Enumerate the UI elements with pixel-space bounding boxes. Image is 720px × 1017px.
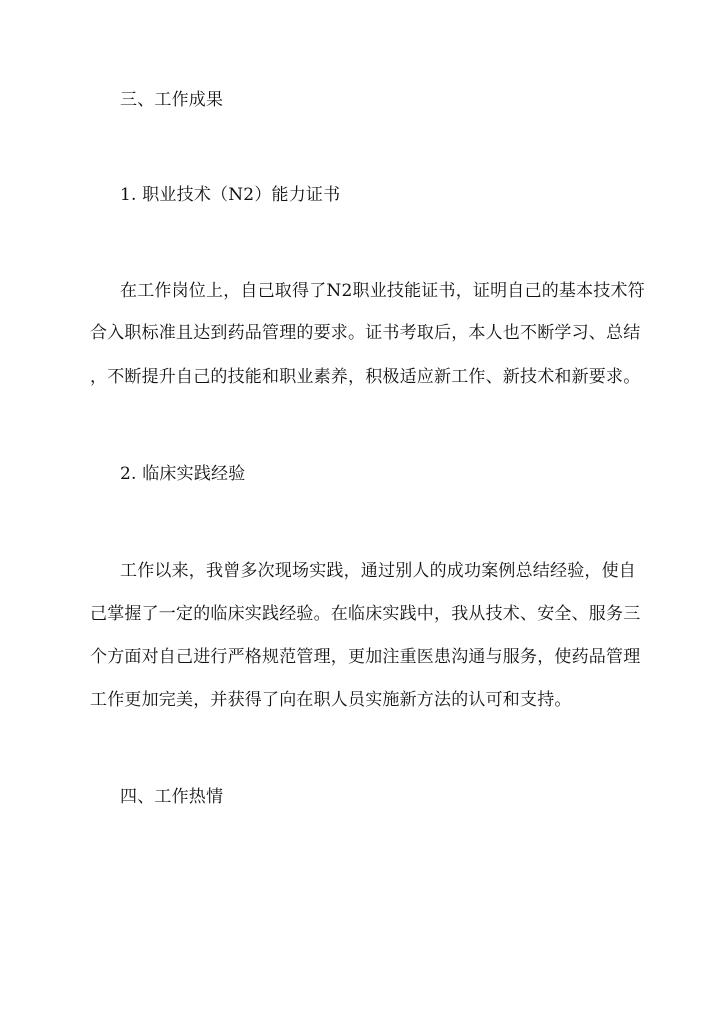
item-two-paragraph-line: 己掌握了一定的临床实践经验。在临床实践中，我从技术、安全、服务三 [90,604,641,624]
item-two-paragraph-line: 工作更加完美，并获得了向在职人员实施新方法的认可和支持。 [90,690,572,710]
item-one-paragraph-line: 合入职标准且达到药品管理的要求。证书考取后，本人也不断学习、总结 [90,323,641,343]
item-two-paragraph-line: 个方面对自己进行严格规范管理，更加注重医患沟通与服务，使药品管理 [90,647,641,667]
item-one-paragraph-line: ，不断提升自己的技能和职业素养，积极适应新工作、新技术和新要求。 [90,367,641,387]
section-four-heading: 四、工作热情 [120,787,224,807]
item-one-paragraph-line: 在工作岗位上，自己取得了N2职业技能证书，证明自己的基本技术符 [120,281,645,301]
item-one-heading: 1. 职业技术（N2）能力证书 [120,185,341,205]
item-two-paragraph-line: 工作以来，我曾多次现场实践，通过别人的成功案例总结经验，使自 [120,561,636,581]
section-three-heading: 三、工作成果 [120,90,224,110]
item-two-heading: 2. 临床实践经验 [120,464,246,484]
